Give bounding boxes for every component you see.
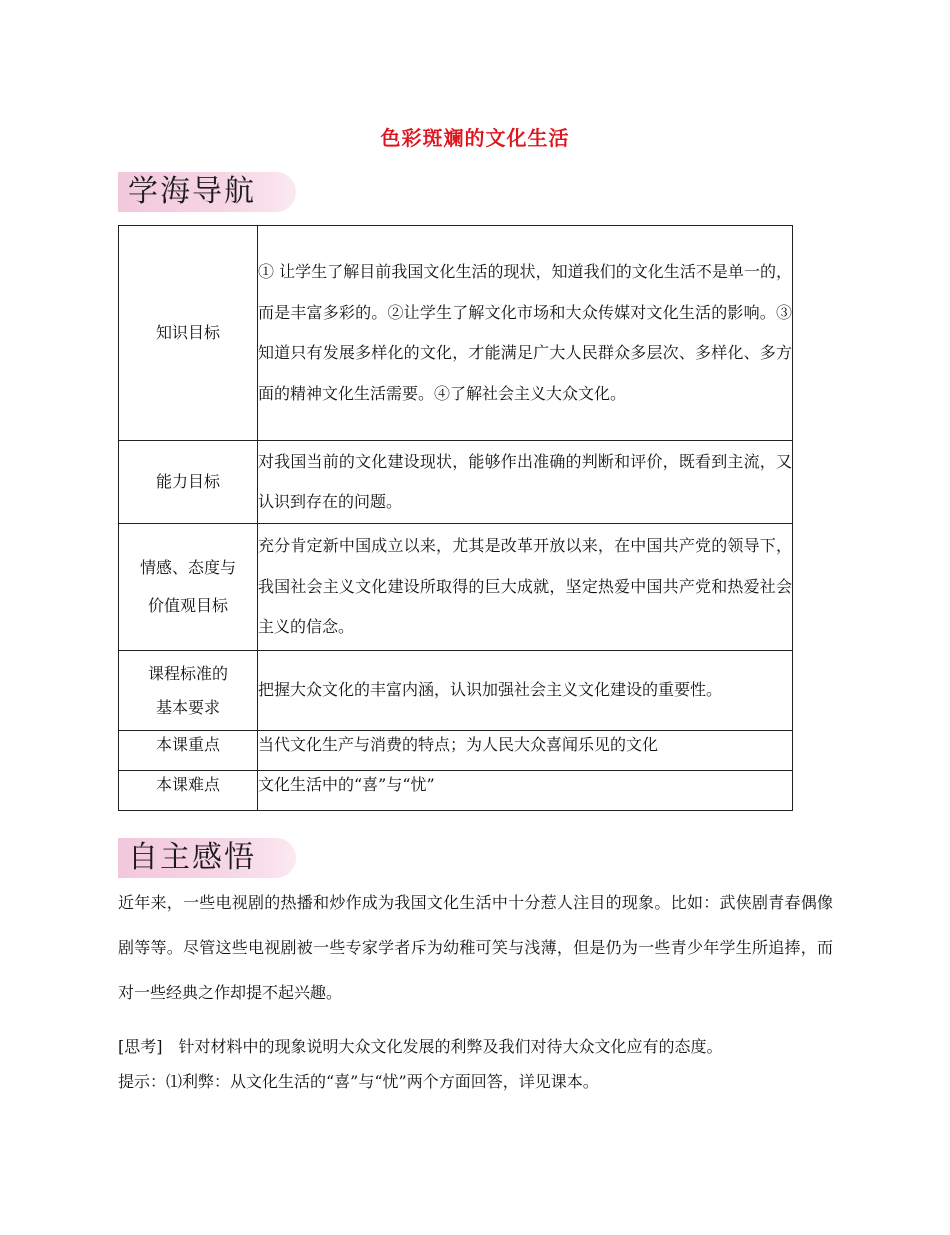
row-content: 文化生活中的“喜”与“忧” [258, 771, 793, 811]
table-row [119, 524, 793, 651]
row-content: 把握大众文化的丰富内涵，认识加强社会主义文化建设的重要性。 [258, 651, 793, 731]
table-row [119, 226, 793, 441]
row-label: 本课难点 [119, 771, 258, 811]
row-label: 情感、态度与价值观目标 [119, 524, 258, 651]
row-label: 能力目标 [119, 441, 258, 524]
section-banner-guide [118, 172, 296, 212]
table-row [119, 651, 793, 731]
section-banner-insight-label: 自主感悟 [128, 840, 256, 875]
question-paragraph: [思考] 针对材料中的现象说明大众文化发展的利弊及我们对待大众文化应有的态度。 [118, 1037, 723, 1056]
row-content: 对我国当前的文化建设现状，能够作出准确的判断和评价，既看到主流，又认识到存在的问题。 [258, 441, 793, 524]
table-row [119, 771, 793, 811]
row-label: 课程标准的基本要求 [119, 651, 258, 731]
hint-paragraph: 提示：⑴利弊：从文化生活的“喜”与“忧”两个方面回答，详见课本。 [118, 1072, 599, 1091]
page-title: 色彩斑斓的文化生活 [380, 126, 570, 150]
section-banner-insight [118, 838, 296, 878]
row-label: 知识目标 [119, 226, 258, 441]
table-row [119, 731, 793, 771]
row-label: 本课重点 [119, 731, 258, 771]
section-banner-guide-label: 学海导航 [128, 174, 256, 209]
row-content: ① 让学生了解目前我国文化生活的现状，知道我们的文化生活不是单一的，而是丰富多彩的。②让学生了解文化市场和大众传媒对文化生活的影响。③知道只有发展多样化的文化，才能满足广大人民群众多层次、多样化、多方面的精神文化生活需要。④了解社会主义大众文化。 [258, 226, 793, 441]
row-content: 充分肯定新中国成立以来，尤其是改革开放以来，在中国共产党的领导下，我国社会主义文化建设所取得的巨大成就，坚定热爱中国共产党和热爱社会主义的信念。 [258, 524, 793, 651]
goals-table [118, 225, 793, 811]
row-content: 当代文化生产与消费的特点；为人民大众喜闻乐见的文化 [258, 731, 793, 771]
table-row [119, 441, 793, 524]
material-paragraph: 近年来，一些电视剧的热播和炒作成为我国文化生活中十分惹人注目的现象。比如：武侠剧青春偶像剧等等。尽管这些电视剧被一些专家学者斥为幼稚可笑与浅薄，但是仍为一些青少年学生所追捧，而对一些经典之作却提不起兴趣。 [118, 893, 833, 1002]
